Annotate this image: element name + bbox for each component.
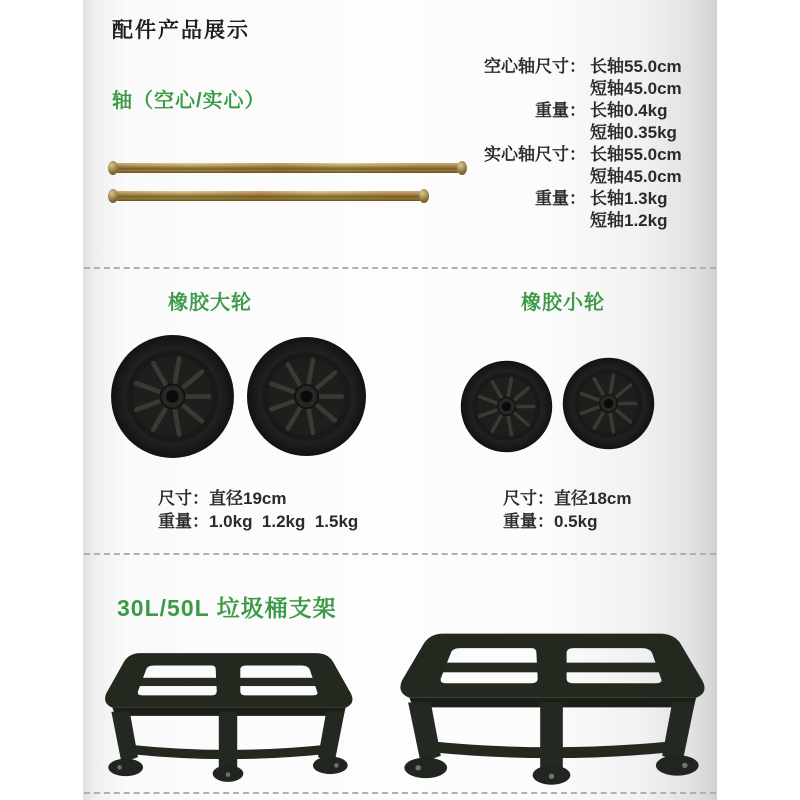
- small-wheel-size: 尺寸：直径18cm: [503, 489, 632, 508]
- spec-label: [420, 78, 586, 100]
- small-wheel-photo-1: [460, 360, 553, 453]
- small-wheel-heading: 橡胶小轮: [521, 292, 605, 314]
- bin-stand-photo-small: [95, 650, 361, 788]
- spec-value: 长轴55.0cm: [590, 57, 682, 76]
- spec-label: 实心轴尺寸：: [484, 145, 586, 164]
- spec-value: 短轴0.35kg: [590, 123, 677, 142]
- small-wheel-specs: [503, 487, 631, 533]
- axle-rod-short-photo: [113, 191, 424, 201]
- large-wheel-specs: [158, 487, 358, 533]
- spec-value: 短轴45.0cm: [590, 167, 682, 186]
- spec-value: 短轴1.2kg: [590, 211, 668, 230]
- small-wheel-photo-2: [562, 357, 655, 450]
- axle-spec-row: [420, 56, 692, 78]
- spec-value: 长轴55.0cm: [590, 145, 682, 164]
- spec-label: 重量：: [535, 101, 586, 120]
- large-wheel-weight: 重量：1.0kg 1.2kg 1.5kg: [158, 512, 359, 531]
- large-wheel-photo-2: [246, 336, 367, 457]
- axle-spec-row: [420, 122, 692, 144]
- axle-spec-row: [420, 210, 692, 232]
- section-divider: [84, 267, 716, 269]
- spec-label: 空心轴尺寸：: [484, 57, 586, 76]
- axle-section-heading: 轴（空心/实心）: [112, 90, 266, 112]
- spec-value: 长轴0.4kg: [590, 101, 668, 120]
- large-wheel-photo-1: [110, 334, 235, 459]
- axle-spec-row: [420, 78, 692, 100]
- bin-stand-photo-large: [388, 630, 715, 792]
- large-wheel-heading: 橡胶大轮: [168, 292, 252, 314]
- section-divider: [84, 792, 716, 794]
- large-wheel-size: 尺寸：直径19cm: [158, 489, 287, 508]
- spec-label: [420, 122, 586, 144]
- small-wheel-weight: 重量：0.5kg: [503, 512, 598, 531]
- axle-spec-row: [420, 188, 692, 210]
- axle-spec-list: [420, 56, 692, 232]
- section-divider: [84, 553, 716, 555]
- stand-section-heading: 30L/50L 垃圾桶支架: [117, 595, 337, 621]
- page-title: 配件产品展示: [112, 19, 250, 42]
- axle-spec-row: [420, 100, 692, 122]
- spec-label: [420, 210, 586, 232]
- axle-rod-long-photo: [113, 163, 462, 173]
- spec-label: 重量：: [535, 189, 586, 208]
- spec-value: 长轴1.3kg: [590, 189, 668, 208]
- spec-value: 短轴45.0cm: [590, 79, 682, 98]
